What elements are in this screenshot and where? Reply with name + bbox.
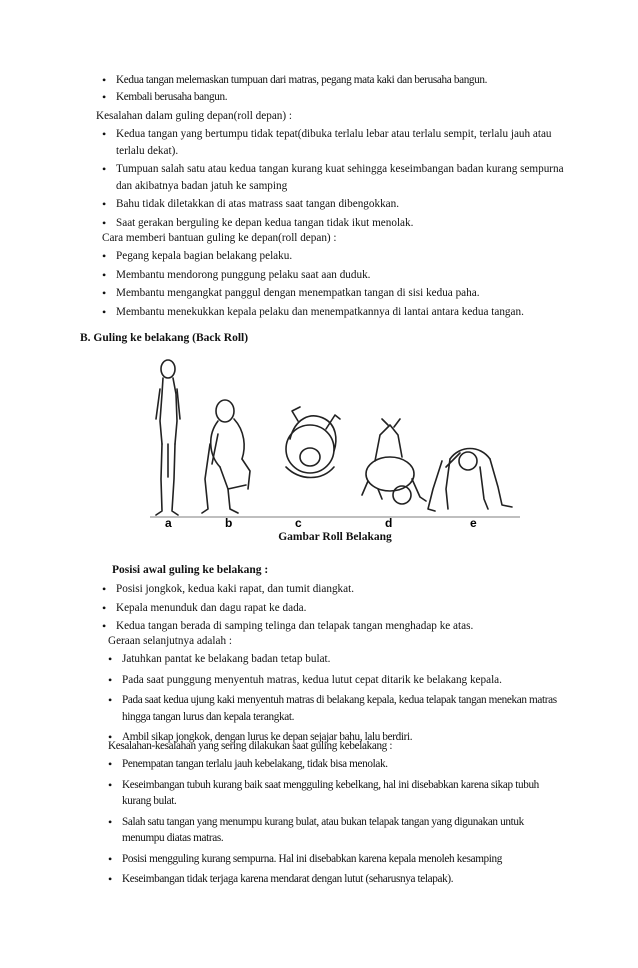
list-item: • Pegang kepala bagian belakang pelaku.	[102, 248, 572, 265]
list-item: • Membantu mendorong punggung pelaku saat aan duduk.	[102, 267, 572, 284]
list-item: • Membantu menekukkan kepala pelaku dan menempatkannya di lantai antara kedua tangan.	[102, 304, 572, 321]
figure-b-crouch	[202, 400, 250, 513]
figure-label-c: c	[295, 516, 302, 527]
figure-label-e: e	[470, 516, 477, 527]
help-list	[102, 248, 572, 320]
list-item: • Kepala menunduk dan dagu rapat ke dada.	[102, 600, 572, 617]
list-item: • Posisi jongkok, kedua kaki rapat, dan tumit diangkat.	[102, 581, 572, 598]
list-forward-roll-end	[102, 72, 572, 105]
list-item: • Penempatan tangan terlalu jauh kebelakang, tidak bisa menolak.	[108, 756, 564, 773]
list-item: • Keseimbangan tidak terjaga karena mendarat dengan lutut (seharusnya telapak).	[108, 871, 564, 888]
figure-a-standing	[156, 360, 180, 515]
start-title: Posisi awal guling ke belakang :	[112, 564, 269, 576]
list-item: • Kedua tangan berada di samping telinga dan telapak tangan menghadap ke atas.	[102, 618, 572, 635]
list-item: • Tumpuan salah satu atau kedua tangan kurang kuat sehingga keseimbangan badan kurang sempurna dan akibatnya badan jatuh ke samping	[102, 161, 574, 194]
list-item: • Kedua tangan yang bertumpu tidak tepat(dibuka terlalu lebar atau terlalu sempit, terlalu jauh atau terlalu dekat).	[102, 126, 574, 159]
list-item: • Jatuhkan pantat ke belakang badan tetap bulat.	[108, 651, 564, 668]
figure-label-a: a	[165, 516, 172, 527]
list-item: • Salah satu tangan yang menumpu kurang bulat, atau bukan telapak tangan yang digunakan untuk menumpu diatas matras.	[108, 814, 564, 847]
errors-forward-list	[102, 126, 574, 231]
next-list	[108, 651, 564, 746]
list-item: • Ambil sikap jongkok, dengan lurus ke depan sejajar bahu, lalu berdiri.	[108, 729, 564, 746]
figure-label-b: b	[225, 516, 233, 527]
figure-e-pushup	[428, 449, 512, 512]
list-item: • Kembali berusaha bangun.	[102, 89, 572, 106]
start-list	[102, 581, 572, 635]
figure-caption: Gambar Roll Belakang	[278, 531, 392, 543]
figure-d-inverted	[362, 419, 426, 504]
list-item: • Keseimbangan tubuh kurang baik saat mengguling kebelkang, hal ini disebabkan karena sikap tubuh kurang bulat.	[108, 777, 564, 810]
errors-forward-title: Kesalahan dalam guling depan(roll depan) :	[96, 110, 293, 122]
list-item: • Membantu mengangkat panggul dengan menempatkan tangan di sisi kedua paha.	[102, 285, 572, 302]
figure-label-d: d	[385, 516, 393, 527]
list-item: • Kedua tangan melemaskan tumpuan dari matras, pegang mata kaki dan berusaha bangun.	[102, 72, 572, 89]
errors-back-list	[108, 756, 564, 888]
figure-c-rolling	[286, 407, 340, 478]
errors-back-title: Kesalahan-kesalahan yang sering dilakukan saat guling kebelakang :	[108, 740, 393, 752]
list-item: • Bahu tidak diletakkan di atas matrass saat tangan dibengokkan.	[102, 196, 574, 213]
list-item: • Pada saat kedua ujung kaki menyentuh matras di belakang kepala, kedua telapak tangan menekan matras hingga tangan lurus dan kepala terangkat.	[108, 692, 564, 725]
next-title: Geraan selanjutnya adalah :	[108, 635, 232, 647]
help-title: Cara memberi bantuan guling ke depan(roll depan) :	[102, 232, 337, 244]
back-roll-figure	[150, 349, 520, 527]
list-item: • Pada saat punggung menyentuh matras, kedua lutut cepat ditarik ke belakang kepala.	[108, 672, 564, 689]
list-item: • Posisi mengguling kurang sempurna. Hal ini disebabkan karena kepala menoleh kesamping	[108, 851, 564, 868]
back-roll-illustration	[150, 349, 520, 527]
section-b-title: B. Guling ke belakang (Back Roll)	[80, 332, 249, 344]
list-item: • Saat gerakan berguling ke depan kedua tangan tidak ikut menolak.	[102, 215, 574, 232]
